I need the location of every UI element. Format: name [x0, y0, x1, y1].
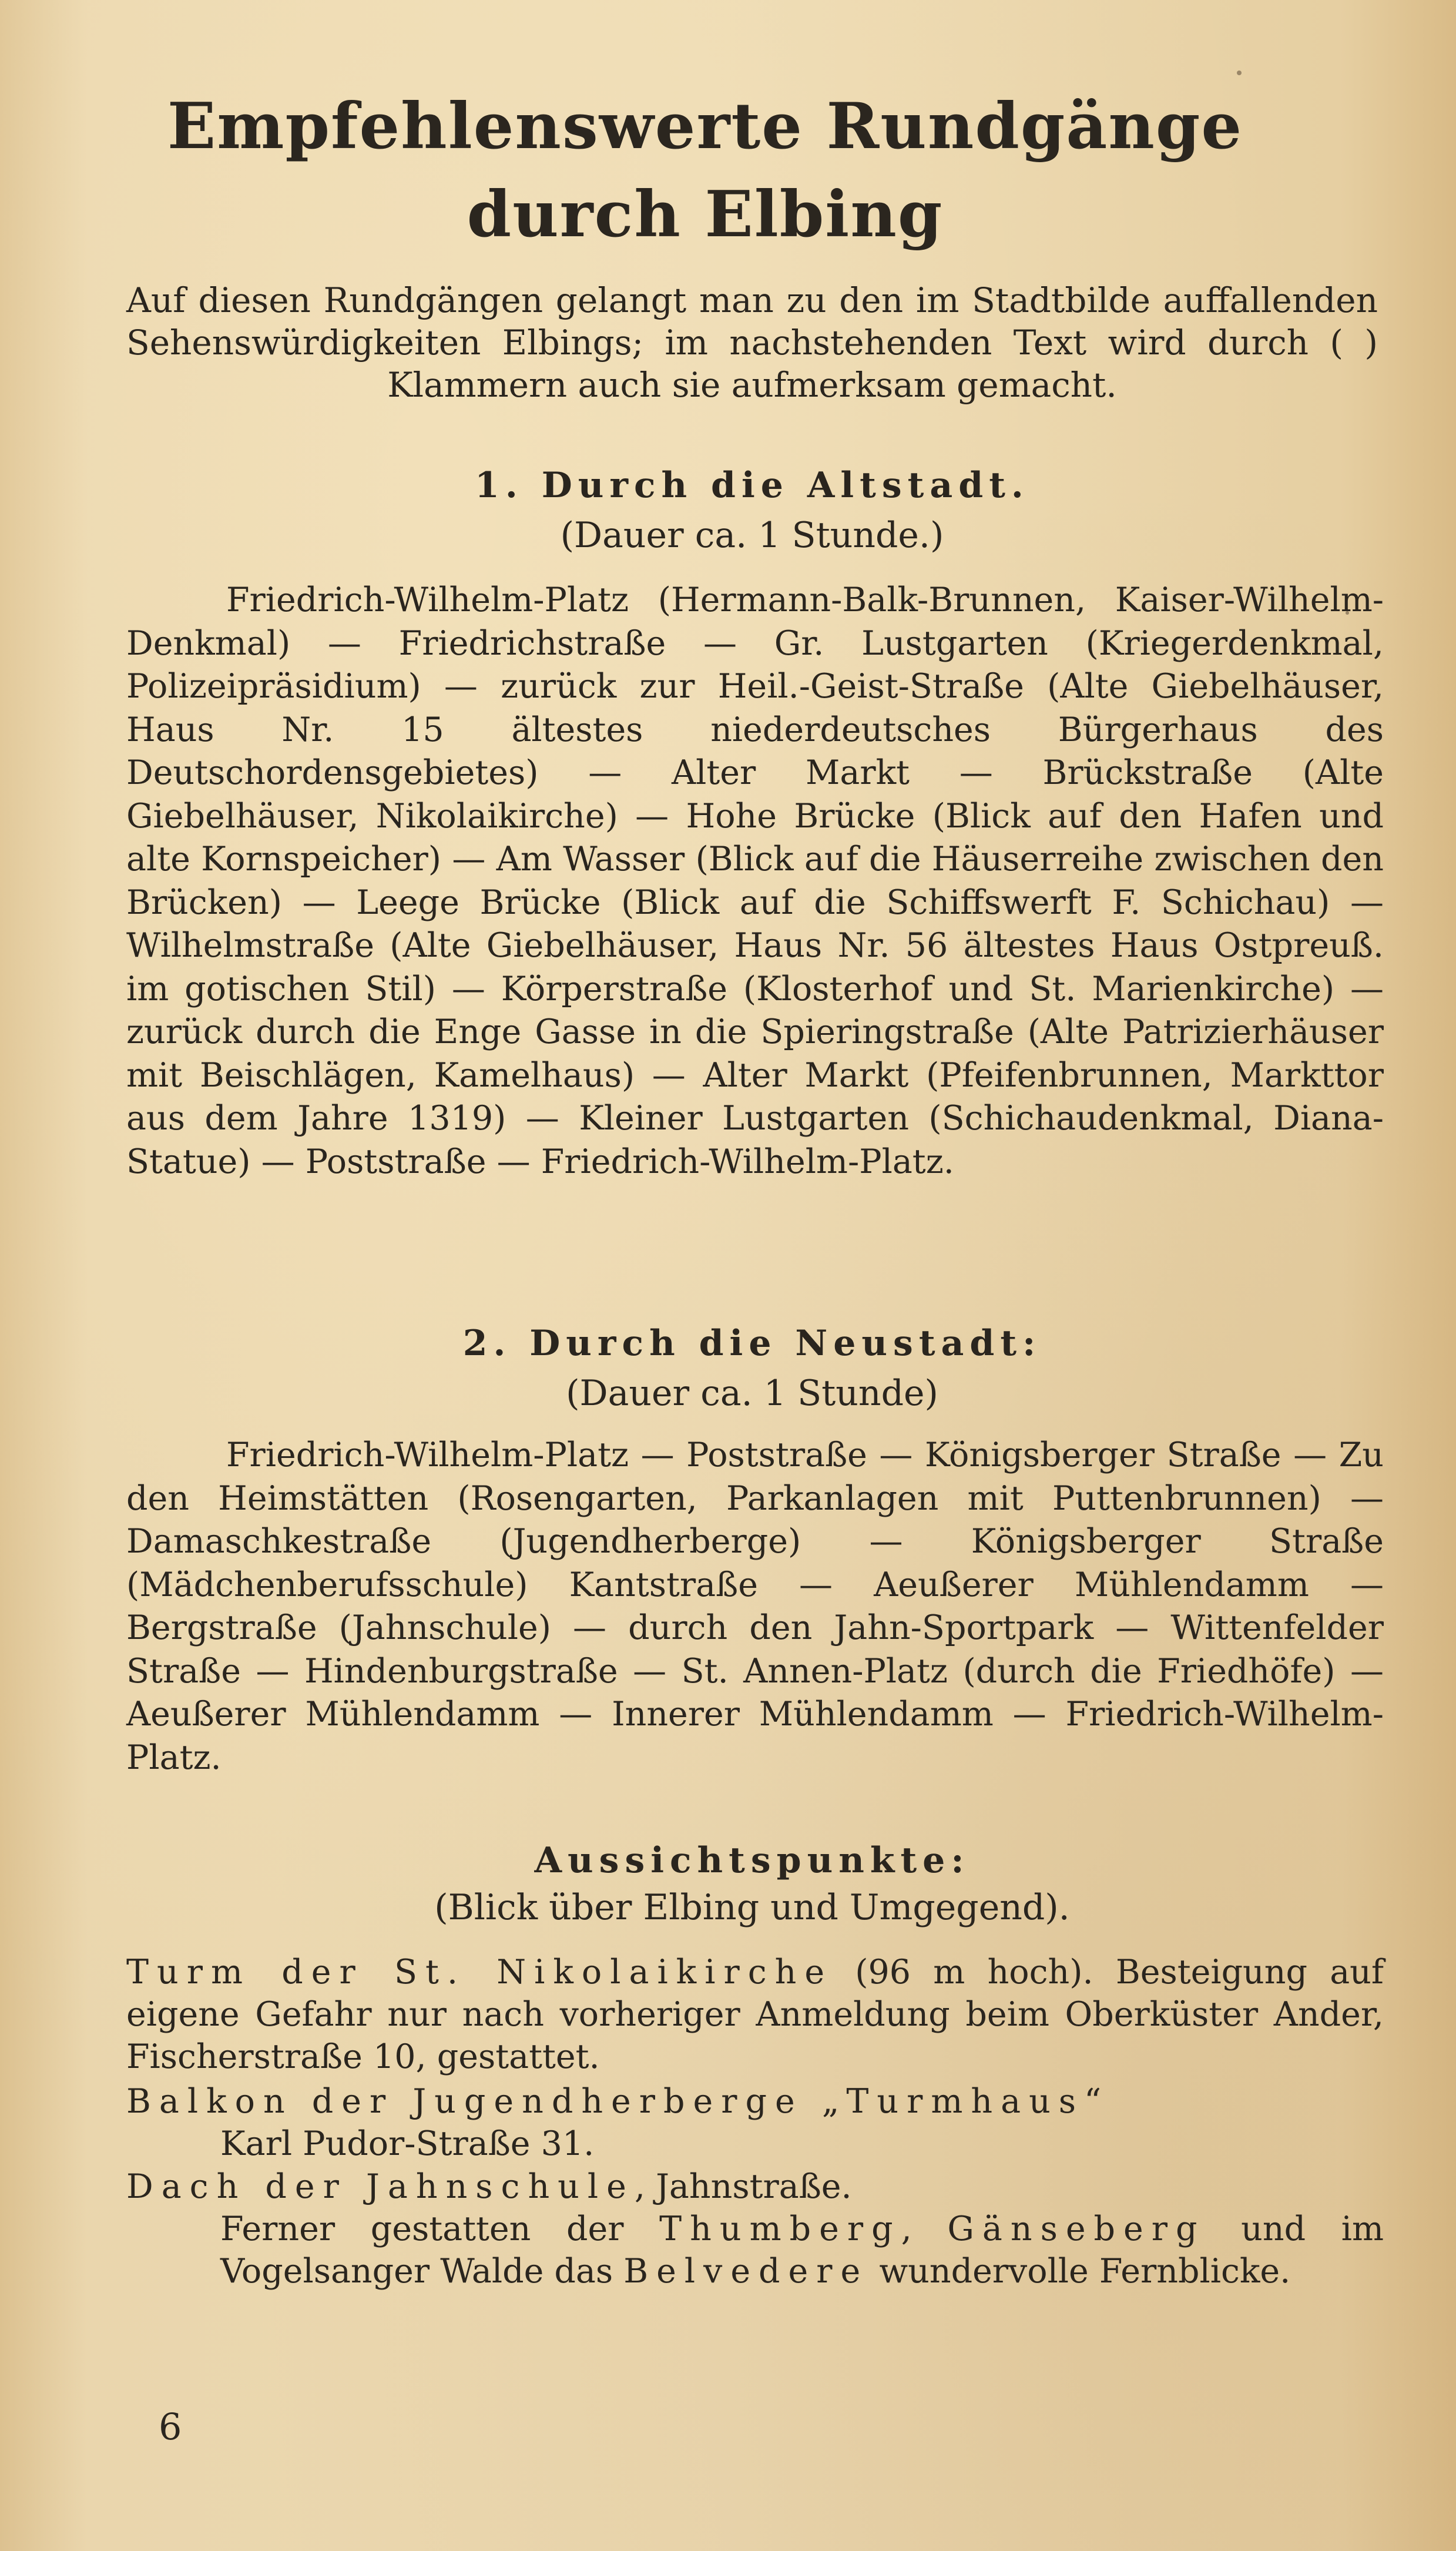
- route-1-duration: (Dauer ca. 1 Stunde.): [560, 515, 944, 556]
- route-2-duration: (Dauer ca. 1 Stunde): [566, 1373, 938, 1414]
- route-1-description: Friedrich-Wilhelm-Platz (Hermann-Balk-Brunnen, Kaiser-Wilhelm-Denkmal) — Friedrichstraße — Gr. Lustgarten (Kriegerdenkmal, Polizeipräsidium) — zurück zur Heil.-Geist-Straße (Alte Giebelhäuser, Haus Nr. 15 ältestes niederdeutsches Bürgerhaus des Deutschordensgebietes) — Alter Markt — Brückstraße (Alte Giebelhäuser, Nikolaikirche) — Hohe Brücke (Blick auf den Hafen und alte Kornspeicher) — Am Wasser (Blick auf die Häuserreihe zwischen den Brücken) — Leege Brücke (Blick auf die Schiffswerft F. Schichau) — Wilhelmstraße (Alte Giebelhäuser, Haus Nr. 56 ältestes Haus Ostpreuß. im gotischen Stil) — Körperstraße (Klosterhof und St. Marienkirche) — zurück durch die Enge Gasse in die Spieringstraße (Alte Patrizierhäuser mit Beischlägen, Kamelhaus) — Alter Markt (Pfeifenbrunnen, Markttor aus dem Jahre 1319) — Kleiner Lustgarten (Schichaudenkmal, Diana-Statue) — Poststraße — Friedrich-Wilhelm-Platz.: [126, 581, 1384, 1181]
- page-number: 6: [159, 2405, 182, 2448]
- viewpoints-additional-note: [220, 2208, 1384, 2292]
- intro-paragraph: Auf diesen Rundgängen gelangt man zu den im Stadtbilde auffallenden Sehenswürdigkeiten Elbings; im nachstehenden Text wird durch ( ) Klammern auch sie aufmerksam gemacht.: [126, 280, 1378, 405]
- viewpoint-item: [126, 2165, 1384, 2208]
- page-title-line-2: durch Elbing: [467, 177, 944, 252]
- paper-speck: [1237, 71, 1242, 75]
- viewpoint-details: , Jahnstraße.: [634, 2167, 852, 2206]
- viewpoints-subheading: (Blick über Elbing und Umgegend).: [434, 1887, 1070, 1928]
- note-text: ,: [901, 2210, 948, 2248]
- note-text: Ferner gestatten der: [220, 2210, 660, 2248]
- place-belvedere: Belvedere: [623, 2252, 869, 2291]
- viewpoint-details: (96 m hoch). Besteigung auf eigene Gefahr nur nach vorheriger Anmeldung beim Oberküster Ander, Fischerstraße 10, gestattet.: [126, 1953, 1384, 2076]
- paper-speck: [1346, 611, 1349, 615]
- note-text: und im Vogelsanger Walde das: [220, 2210, 1384, 2291]
- route-1-heading: 1. Durch die Altstadt.: [475, 465, 1029, 506]
- place-gaenseberg: Gänseberg: [947, 2210, 1206, 2248]
- viewpoint-item: [126, 2080, 1384, 2165]
- viewpoint-item: [126, 1951, 1384, 2078]
- viewpoint-name: Dach der Jahnschule: [126, 2167, 635, 2206]
- viewpoint-name: Balkon der Jugendherberge „Turmhaus“: [126, 2082, 1110, 2121]
- paper-speck: [870, 1722, 874, 1727]
- page-title-line-1: Empfehlenswerte Rundgänge: [167, 89, 1243, 163]
- viewpoint-name: Turm der St. Nikolaikirche: [126, 1953, 833, 1992]
- viewpoint-details: Karl Pudor-Straße 31.: [220, 2124, 595, 2163]
- note-text: wundervolle Fernblicke.: [868, 2252, 1291, 2291]
- route-2-heading: 2. Durch die Neustadt:: [462, 1323, 1042, 1364]
- viewpoints-heading: Aussichtspunkte:: [534, 1840, 970, 1881]
- place-thumberg: Thumberg: [659, 2210, 901, 2248]
- route-2-description: Friedrich-Wilhelm-Platz — Poststraße — Königsberger Straße — Zu den Heimstätten (Rosengarten, Parkanlagen mit Puttenbrunnen) — Damaschkestraße (Jugendherberge) — Königsberger Straße (Mädchenberufsschule) Kantstraße — Aeußerer Mühlendamm — Bergstraße (Jahnschule) — durch den Jahn-Sportpark — Wittenfelder Straße — Hindenburgstraße — St. Annen-Platz (durch die Friedhöfe) — Aeußerer Mühlendamm — Innerer Mühlendamm — Friedrich-Wilhelm-Platz.: [126, 1436, 1384, 1777]
